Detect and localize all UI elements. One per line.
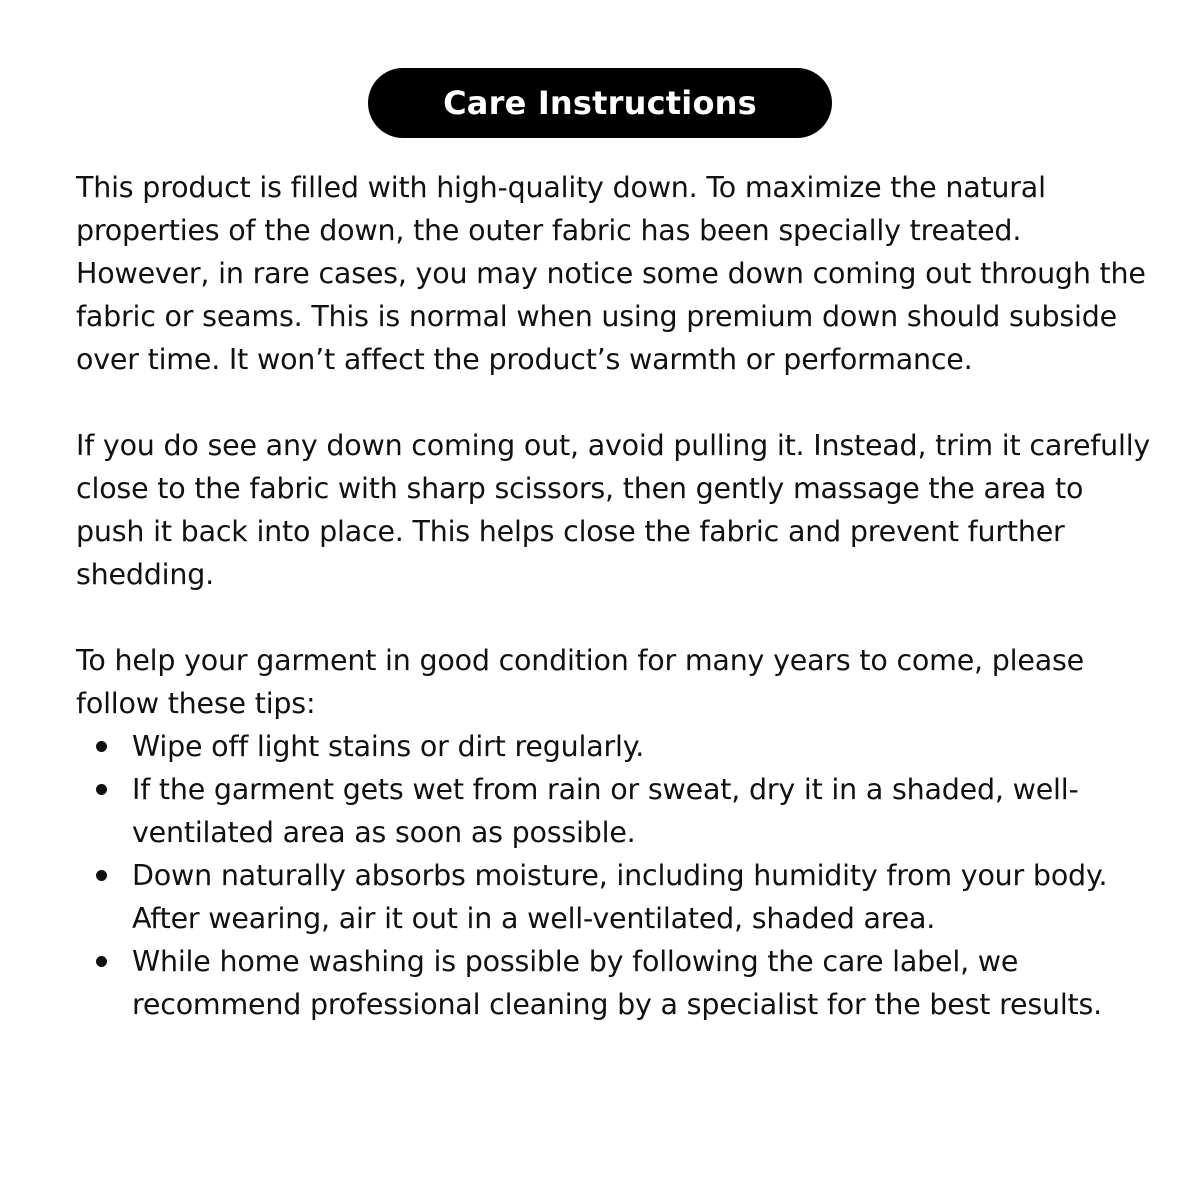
bullet-icon	[96, 870, 107, 881]
tip-text: Down naturally absorbs moisture, including humidity from your body. After wearing, air it out in a well-ventilated, shaded area.	[132, 859, 1108, 935]
list-item	[76, 854, 1156, 940]
tip-text: Wipe off light stains or dirt regularly.	[132, 730, 645, 763]
paragraph-down-shedding: If you do see any down coming out, avoid pulling it. Instead, trim it carefully close to the fabric with sharp scissors, then gently massage the area to push it back into place. This helps close the fabric and prevent further shedding.	[76, 429, 1151, 591]
bullet-icon	[96, 956, 107, 967]
tip-text: If the garment gets wet from rain or sweat, dry it in a shaded, well-ventilated area as soon as possible.	[132, 773, 1079, 849]
care-instructions-body	[76, 166, 1156, 1026]
tips-intro: To help your garment in good condition for many years to come, please follow these tips:	[76, 644, 1084, 720]
bullet-icon	[96, 741, 107, 752]
list-item	[76, 940, 1156, 1026]
tip-text: While home washing is possible by following the care label, we recommend professional cleaning by a specialist for the best results.	[132, 945, 1103, 1021]
page-title: Care Instructions	[443, 84, 757, 122]
list-item	[76, 725, 1156, 768]
list-item	[76, 768, 1156, 854]
tips-list	[76, 725, 1156, 1026]
title-banner	[368, 68, 832, 138]
paragraph-down-quality: This product is filled with high-quality down. To maximize the natural properties of the down, the outer fabric has been specially treated. However, in rare cases, you may notice some down coming out through the fabric or seams. This is normal when using premium down should subside over time. It won’t affect the product’s warmth or performance.	[76, 171, 1146, 376]
bullet-icon	[96, 784, 107, 795]
